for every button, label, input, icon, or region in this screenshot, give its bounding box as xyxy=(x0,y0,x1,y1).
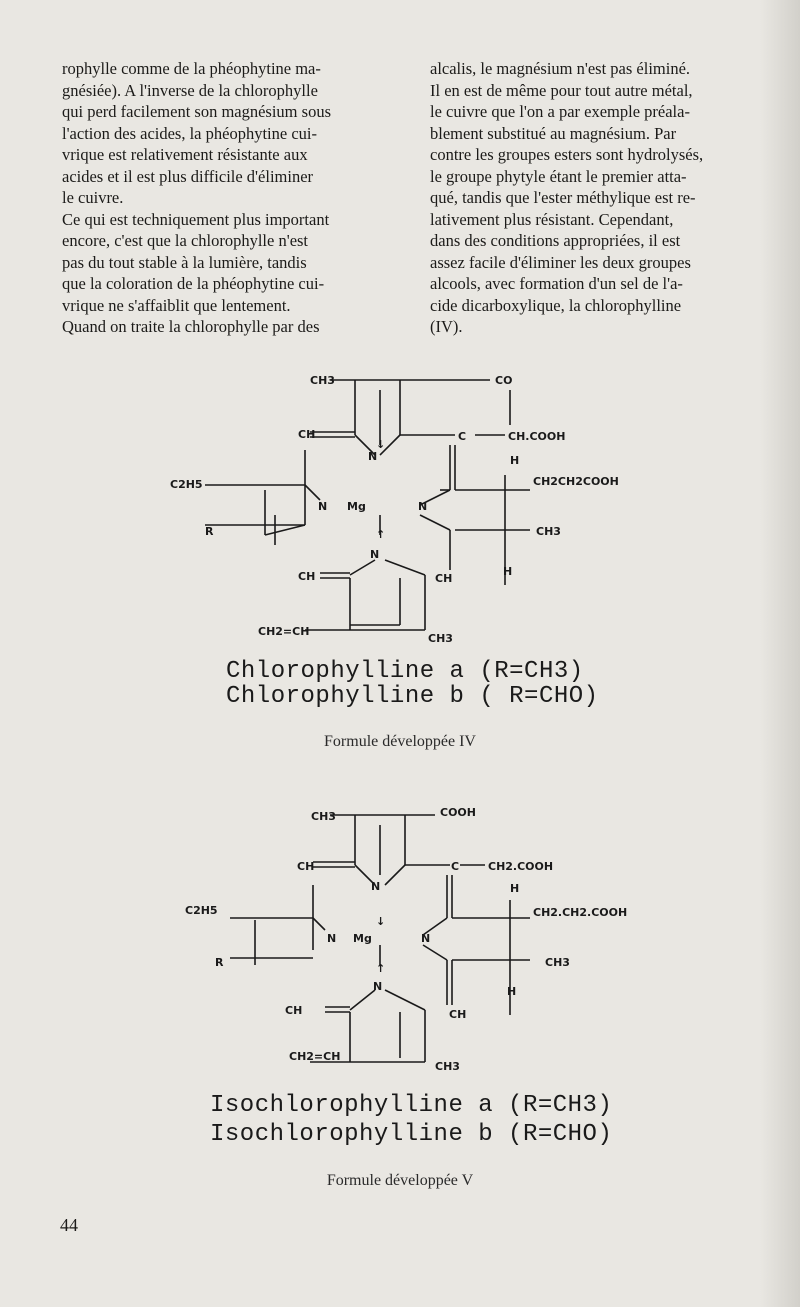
text-line: rophylle comme de la phéophytine ma- xyxy=(62,59,321,78)
label-ch3-right: CH3 xyxy=(536,525,561,538)
label-n-left: N xyxy=(327,932,337,945)
label-r: R xyxy=(205,525,214,538)
label-co: CO xyxy=(495,374,513,387)
compound-name-iv-b: Chlorophylline b ( R=CHO) xyxy=(226,683,599,710)
formula-iv-structure xyxy=(170,360,670,650)
label-ch-cooh: CH.COOH xyxy=(508,430,566,443)
compound-name-iv-a: Chlorophylline a (R=CH3) xyxy=(226,658,584,685)
arrow-up-icon: ↑ xyxy=(376,528,386,541)
text-line: encore, c'est que la chlorophylle n'est xyxy=(62,231,309,250)
formula-v-structure xyxy=(185,800,685,1080)
label-ch3-bottom: CH3 xyxy=(428,632,453,645)
label-c: C xyxy=(451,860,460,873)
text-line: assez facile d'éliminer les deux groupes xyxy=(430,252,691,272)
label-mg: Mg xyxy=(353,932,372,945)
text-column-right xyxy=(430,58,770,338)
text-line: Quand on traite la chlorophylle par des xyxy=(62,317,320,336)
label-c: C xyxy=(458,430,467,443)
label-ch2ch: CH2=CH xyxy=(258,625,310,638)
label-ch3-top: CH3 xyxy=(311,810,336,823)
text-line: Ce qui est techniquement plus important xyxy=(62,209,330,229)
label-ch3-top: CH3 xyxy=(310,374,335,387)
label-ch-bottom-right: CH xyxy=(449,1008,467,1021)
label-ch-bottom-left: CH xyxy=(298,570,316,583)
label-cooh: COOH xyxy=(440,806,476,819)
label-ch2ch2cooh: CH2CH2COOH xyxy=(533,475,619,488)
text-line: contre les groupes esters sont hydrolysés, xyxy=(430,145,704,164)
text-line: Il en est de même pour tout autre métal, xyxy=(430,80,693,100)
text-line: gnésiée). A l'inverse de la chlorophylle xyxy=(62,80,318,100)
arrow-down-icon: ↓ xyxy=(376,915,386,928)
text-line: blement substitué au magnésium. Par xyxy=(430,123,677,143)
label-c2h5: C2H5 xyxy=(185,904,218,917)
label-ch3-right: CH3 xyxy=(545,956,570,969)
page-number: 44 xyxy=(60,1215,78,1235)
label-r: R xyxy=(215,956,224,969)
text-line: pas du tout stable à la lumière, tandis xyxy=(62,252,307,272)
label-n-right: N xyxy=(418,500,428,513)
label-ch2-cooh: CH2.COOH xyxy=(488,860,554,873)
label-ch-bottom-right: CH xyxy=(435,572,453,585)
text-line: le cuivre. xyxy=(62,188,124,207)
text-line: vrique est relativement résistante aux xyxy=(62,145,308,164)
label-ch2ch: CH2=CH xyxy=(289,1050,341,1063)
text-line: le cuivre que l'on a par exemple préala- xyxy=(430,102,690,121)
label-n-top: N xyxy=(368,450,378,463)
text-line: (IV). xyxy=(430,317,463,336)
label-ch-bottom-left: CH xyxy=(285,1004,303,1017)
label-ch2ch2cooh: CH2.CH2.COOH xyxy=(533,906,628,919)
text-line: dans des conditions appropriées, il est xyxy=(430,231,681,250)
label-ch3-bottom: CH3 xyxy=(435,1060,460,1073)
compound-name-v-b: Isochlorophylline b (R=CHO) xyxy=(210,1121,613,1148)
label-n-bottom: N xyxy=(370,548,380,561)
text-line: cide dicarboxylique, la chlorophylline xyxy=(430,295,682,315)
label-n-top: N xyxy=(371,880,381,893)
text-line: le groupe phytyle étant le premier atta- xyxy=(430,166,687,186)
label-h: H xyxy=(510,882,520,895)
compound-name-v-a: Isochlorophylline a (R=CH3) xyxy=(210,1092,613,1119)
label-h-2: H xyxy=(503,565,513,578)
text-column-left xyxy=(62,58,402,338)
text-line: lativement plus résistant. Cependant, xyxy=(430,209,674,229)
label-ch-left: CH xyxy=(297,860,315,873)
label-h: H xyxy=(510,454,520,467)
text-line: qui perd facilement son magnésium sous xyxy=(62,102,331,121)
label-mg: Mg xyxy=(347,500,366,513)
text-line: alcools, avec formation d'un sel de l'a- xyxy=(430,274,683,293)
text-line: alcalis, le magnésium n'est pas éliminé. xyxy=(430,59,691,78)
text-line: acides et il est plus difficile d'éliminer xyxy=(62,166,314,186)
text-line: vrique ne s'affaiblit que lentement. xyxy=(62,295,291,315)
text-line: l'action des acides, la phéophytine cui- xyxy=(62,123,317,143)
text-line: que la coloration de la phéophytine cui- xyxy=(62,274,325,293)
arrow-up-icon: ↑ xyxy=(376,962,386,975)
label-n-left: N xyxy=(318,500,328,513)
label-ch-left: CH xyxy=(298,428,316,441)
caption-iv: Formule développée IV xyxy=(324,733,476,750)
arrow-down-icon: ↓ xyxy=(376,438,386,451)
label-n-bottom: N xyxy=(373,980,383,993)
label-h-2: H xyxy=(507,985,517,998)
label-n-right: N xyxy=(421,932,431,945)
text-line: qué, tandis que l'ester méthylique est re- xyxy=(430,188,696,207)
caption-v: Formule développée V xyxy=(326,1172,474,1189)
label-c2h5: C2H5 xyxy=(170,478,203,491)
